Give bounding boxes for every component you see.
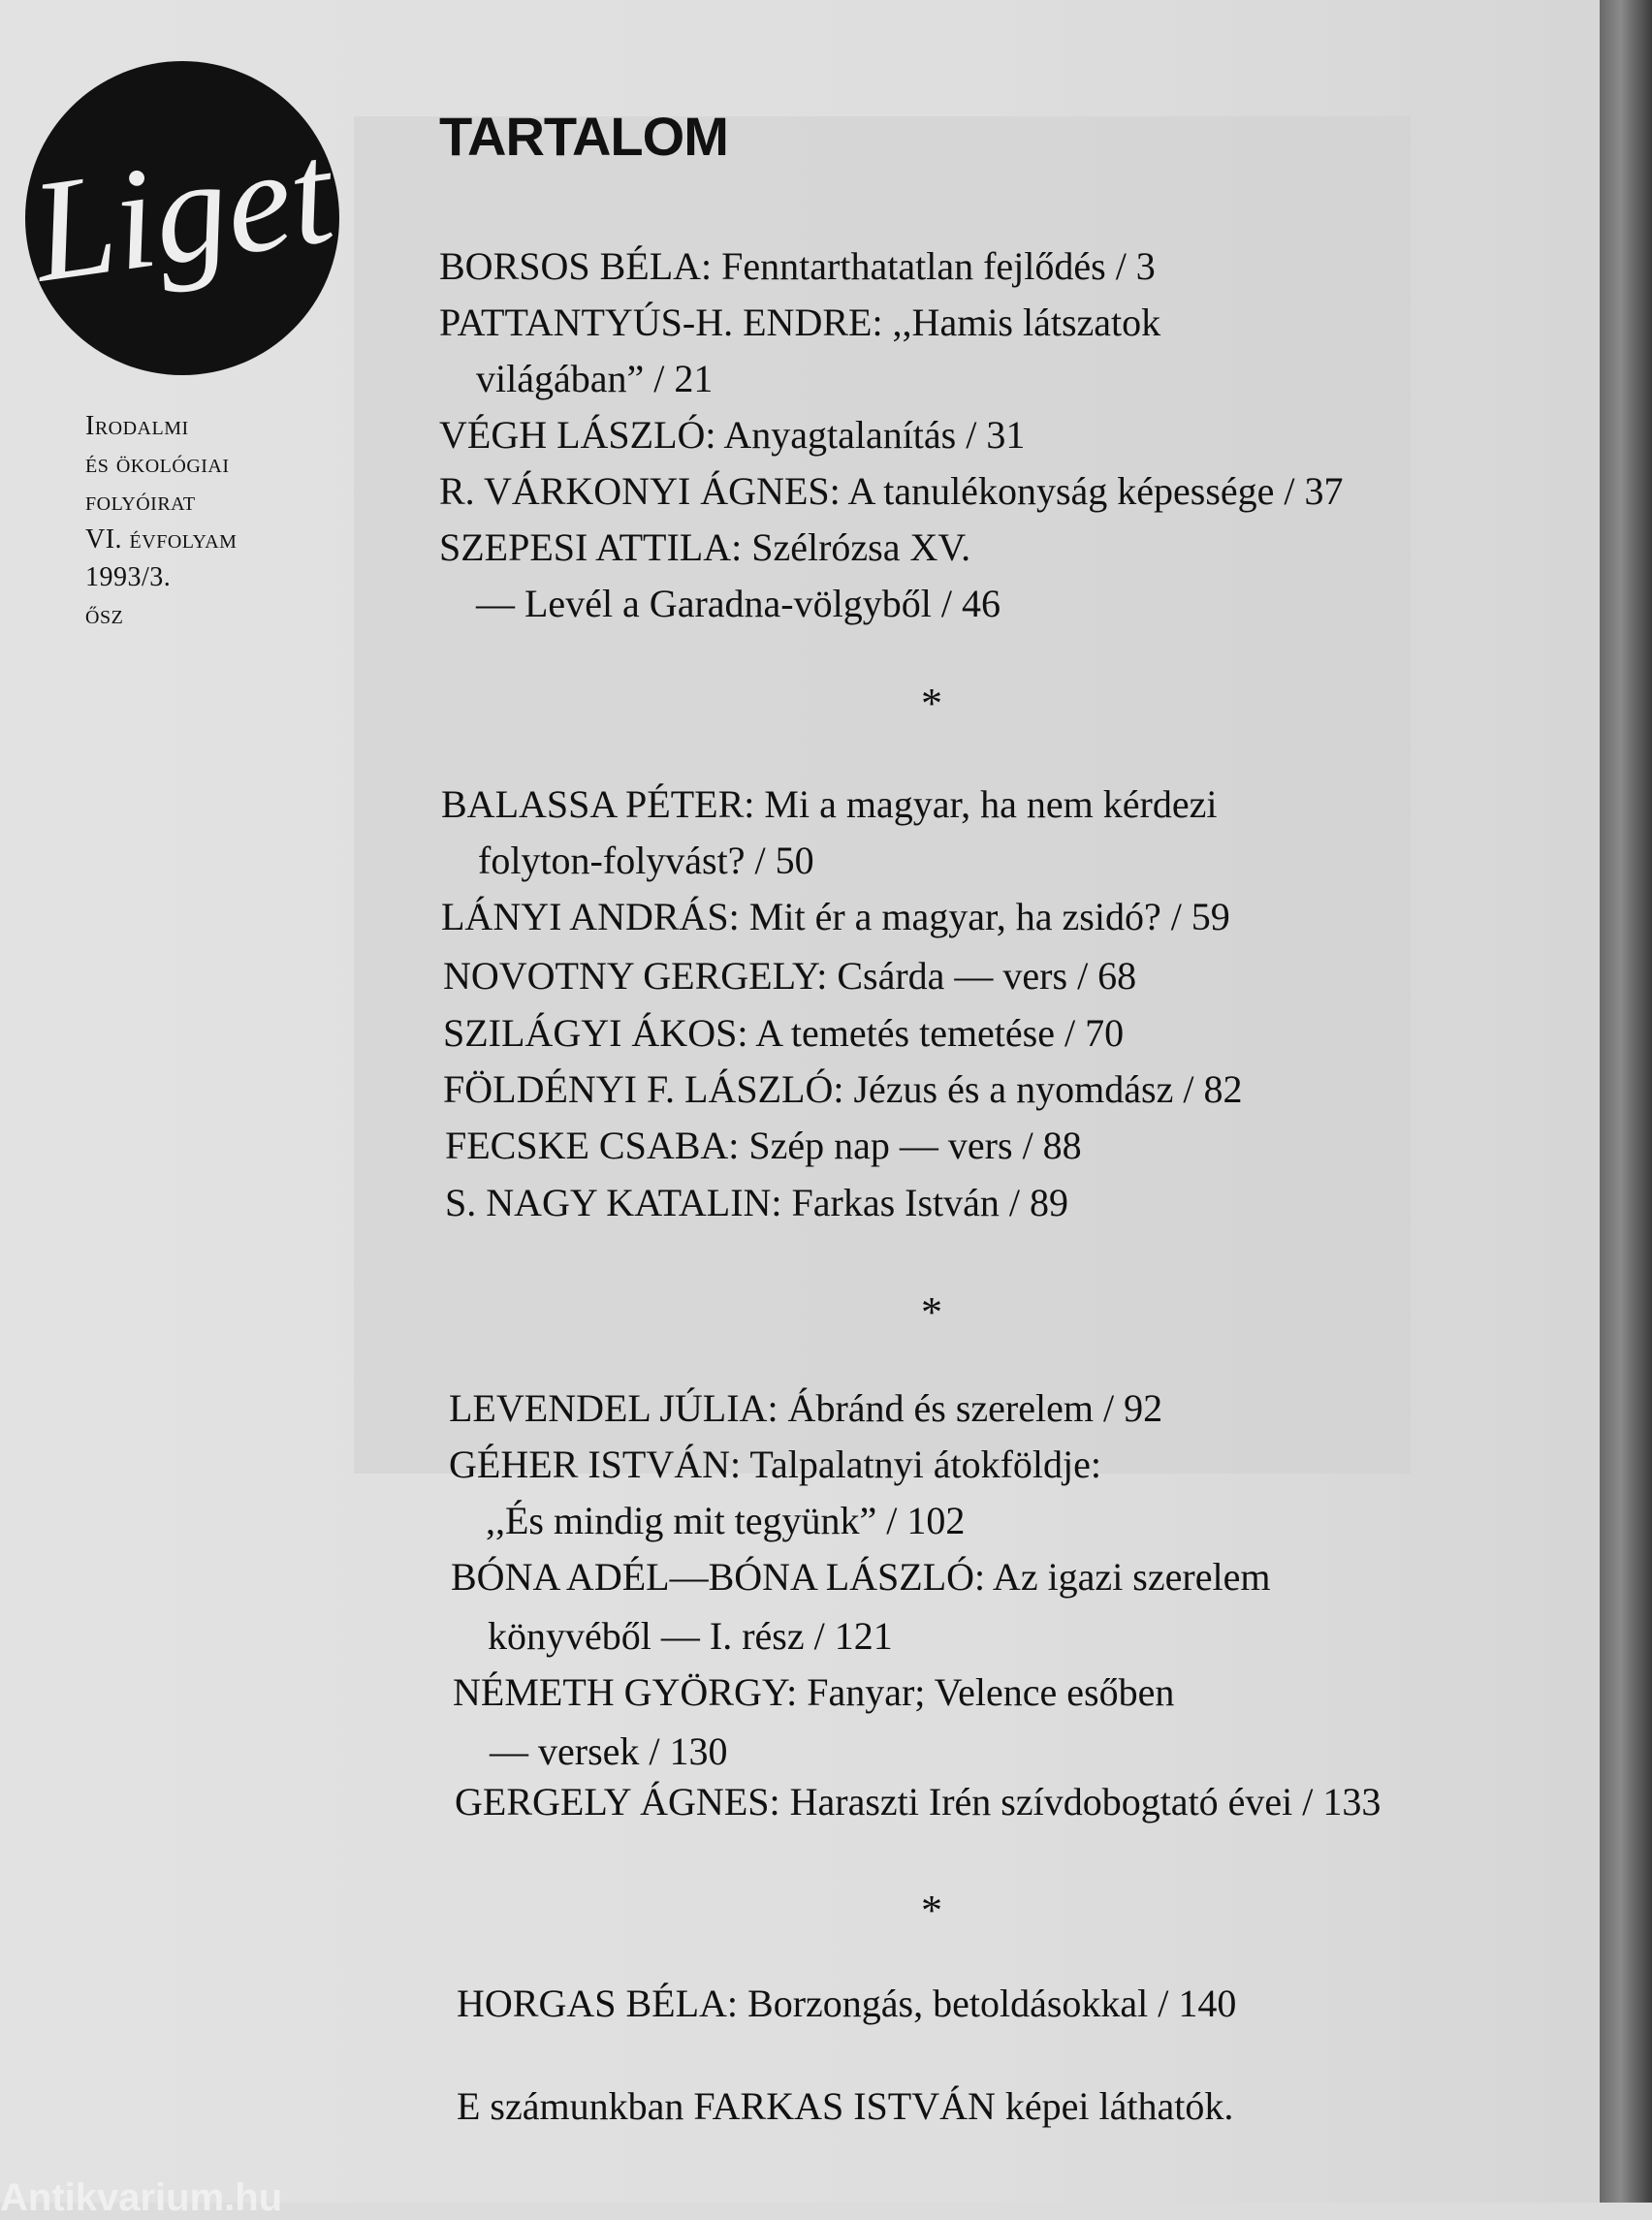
toc-entry: PATTANTYÚS-H. ENDRE: ,,Hamis látszatok bbox=[439, 301, 1161, 344]
toc-entry: GÉHER ISTVÁN: Talpalatnyi átokföldje: bbox=[449, 1443, 1102, 1486]
separator-star: * bbox=[921, 1288, 942, 1336]
toc-entry-cont: folyton-folyvást? / 50 bbox=[478, 839, 814, 882]
liget-logo bbox=[22, 61, 342, 375]
page-edge bbox=[1600, 0, 1652, 2203]
issue-note: E számunkban FARKAS ISTVÁN képei láthatók. bbox=[457, 2084, 1234, 2128]
masthead-line: Irodalmi bbox=[85, 411, 189, 441]
toc-entry: S. NAGY KATALIN: Farkas István / 89 bbox=[445, 1181, 1069, 1224]
toc-entry-cont: — versek / 130 bbox=[490, 1729, 728, 1773]
toc-entry: NÉMETH GYÖRGY: Fanyar; Velence esőben bbox=[453, 1670, 1175, 1714]
toc-entry-cont: világában” / 21 bbox=[476, 357, 714, 400]
separator-star: * bbox=[921, 680, 942, 727]
toc-entry: HORGAS BÉLA: Borzongás, betoldásokkal / 140 bbox=[457, 1982, 1237, 2025]
toc-entry: R. VÁRKONYI ÁGNES: A tanulékonyság képessége / 37 bbox=[439, 469, 1344, 513]
toc-entry: VÉGH LÁSZLÓ: Anyagtalanítás / 31 bbox=[439, 413, 1026, 457]
masthead-line: ősz bbox=[85, 600, 124, 630]
toc-entry: GERGELY ÁGNES: Haraszti Irén szívdobogtató évei / 133 bbox=[455, 1780, 1382, 1824]
masthead-line: 1993/3. bbox=[85, 562, 172, 592]
masthead-line: VI. évfolyam bbox=[85, 524, 238, 555]
separator-star: * bbox=[921, 1887, 942, 1934]
toc-entry: BALASSA PÉTER: Mi a magyar, ha nem kérdezi bbox=[441, 782, 1218, 826]
masthead-line: és ökológiai bbox=[85, 449, 230, 479]
toc-entry: FECSKE CSABA: Szép nap — vers / 88 bbox=[445, 1124, 1082, 1167]
toc-entry: FÖLDÉNYI F. LÁSZLÓ: Jézus és a nyomdász / 82 bbox=[443, 1067, 1243, 1111]
masthead-line: folyóirat bbox=[85, 487, 196, 517]
toc-entry: LEVENDEL JÚLIA: Ábránd és szerelem / 92 bbox=[449, 1386, 1163, 1430]
toc-entry: LÁNYI ANDRÁS: Mit ér a magyar, ha zsidó? / 59 bbox=[441, 895, 1230, 938]
toc-entry: SZEPESI ATTILA: Szélrózsa XV. bbox=[439, 525, 971, 569]
toc-entry: BÓNA ADÉL—BÓNA LÁSZLÓ: Az igazi szerelem bbox=[451, 1555, 1271, 1599]
logo-text: Liget bbox=[22, 111, 342, 313]
toc-entry-cont: ,,És mindig mit tegyünk” / 102 bbox=[486, 1499, 966, 1542]
toc-entry: SZILÁGYI ÁKOS: A temetés temetése / 70 bbox=[443, 1011, 1125, 1055]
watermark: Antikvarium.hu bbox=[0, 2176, 283, 2219]
masthead bbox=[85, 407, 237, 634]
toc-entry: NOVOTNY GERGELY: Csárda — vers / 68 bbox=[443, 954, 1137, 998]
toc-entry: BORSOS BÉLA: Fenntarthatatlan fejlődés / 3 bbox=[439, 244, 1156, 288]
page-title: TARTALOM bbox=[439, 106, 728, 167]
toc-entry-cont: — Levél a Garadna-völgyből / 46 bbox=[476, 582, 1001, 625]
toc-entry-cont: könyvéből — I. rész / 121 bbox=[488, 1614, 893, 1658]
